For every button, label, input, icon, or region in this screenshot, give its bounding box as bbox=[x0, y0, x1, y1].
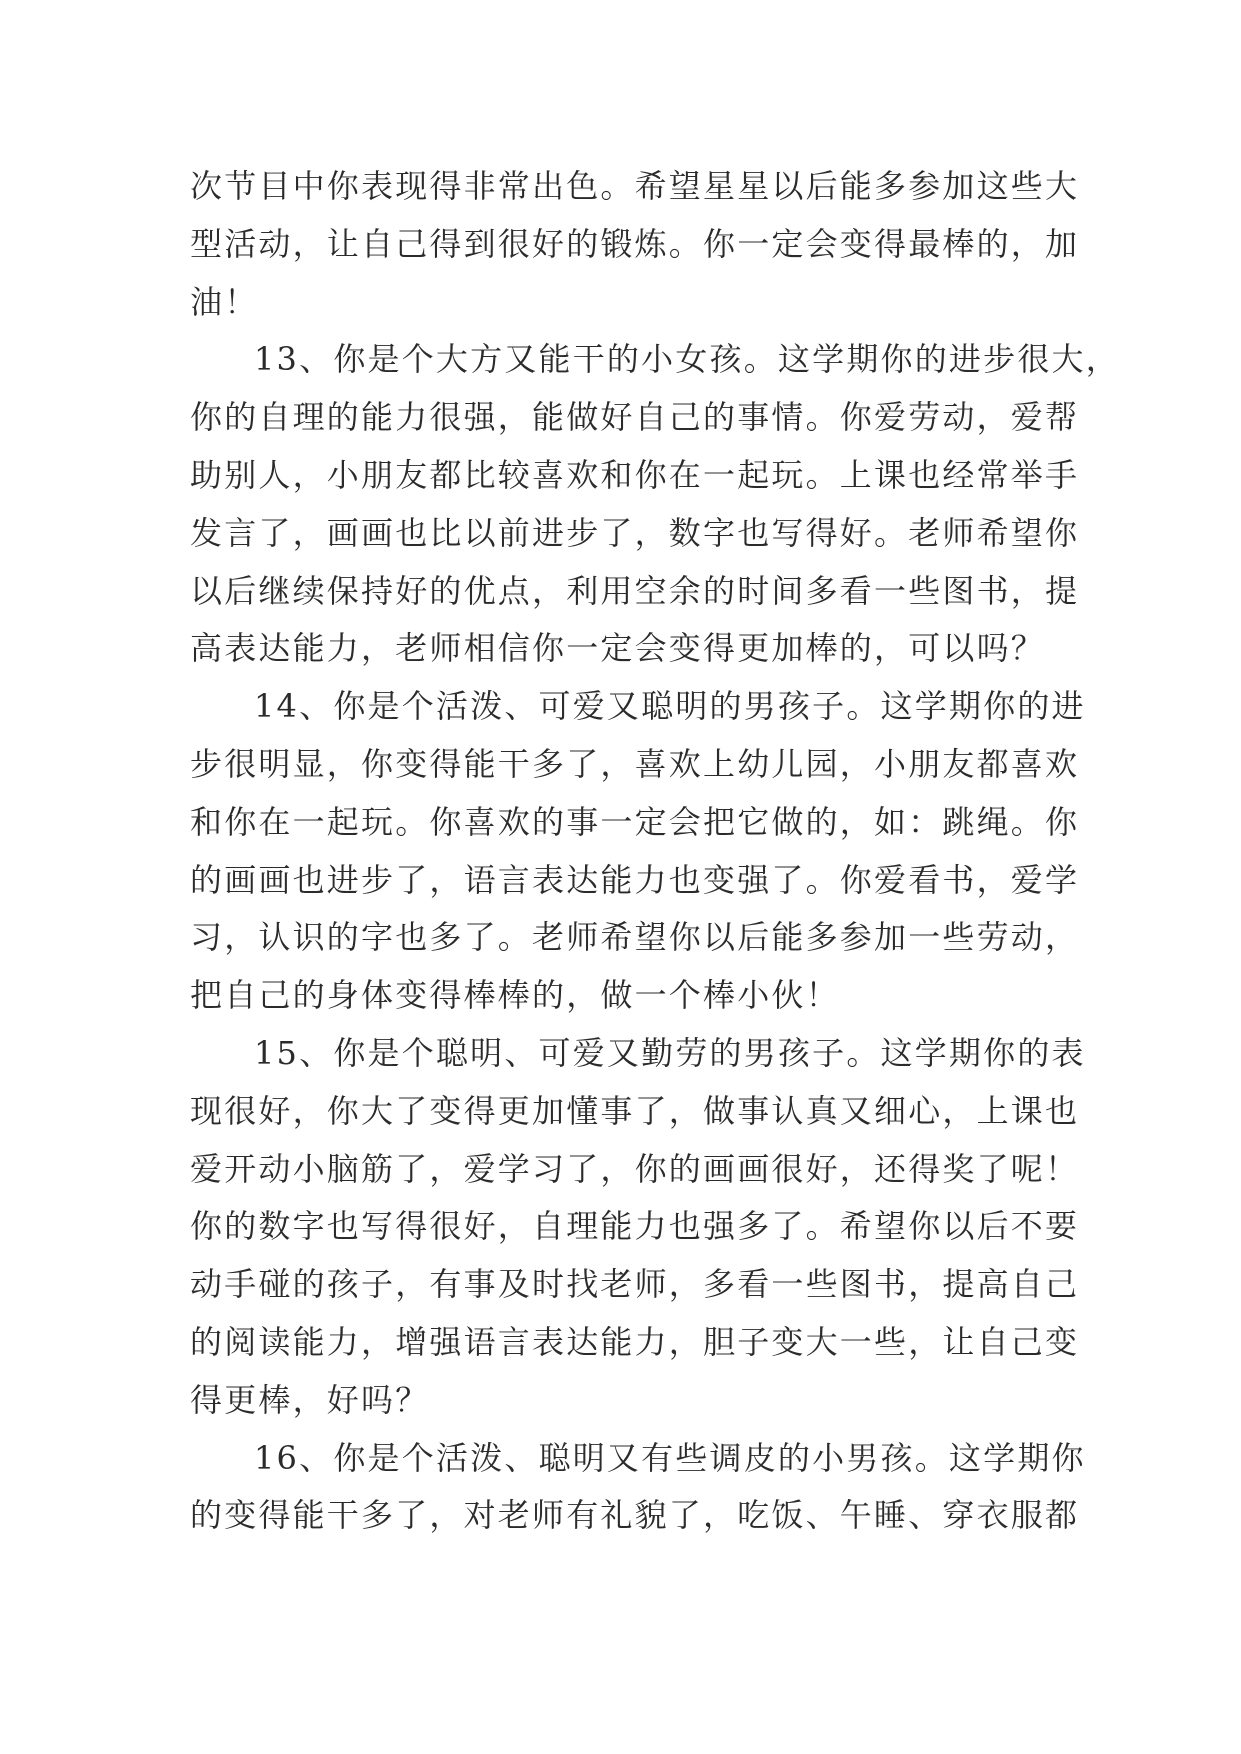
paragraph-14-start: 14、你是个活泼、可爱又聪明的男孩子。这学期你的进 bbox=[254, 687, 1086, 726]
text-line: 现很好，你大了变得更加懂事了，做事认真又细心，上课也 bbox=[190, 1091, 1080, 1130]
text-line: 动手碰的孩子，有事及时找老师，多看一些图书，提高自己 bbox=[190, 1265, 1080, 1304]
text-line: 的画画也进步了，语言表达能力也变强了。你爱看书，爱学 bbox=[190, 860, 1080, 899]
text-line: 的阅读能力，增强语言表达能力，胆子变大一些，让自己变 bbox=[190, 1322, 1080, 1361]
text-line: 习，认识的字也多了。老师希望你以后能多参加一些劳动， bbox=[190, 918, 1080, 957]
paragraph-13-start: 13、你是个大方又能干的小女孩。这学期你的进步很大， bbox=[254, 340, 1120, 379]
text-line: 和你在一起玩。你喜欢的事一定会把它做的，如：跳绳。你 bbox=[190, 802, 1080, 841]
text-line: 以后继续保持好的优点，利用空余的时间多看一些图书，提 bbox=[190, 571, 1080, 610]
text-line: 你的自理的能力很强，能做好自己的事情。你爱劳动，爱帮 bbox=[190, 398, 1080, 437]
paragraph-16-start: 16、你是个活泼、聪明又有些调皮的小男孩。这学期你 bbox=[254, 1438, 1086, 1477]
text-line: 你的数字也写得很好，自理能力也强多了。希望你以后不要 bbox=[190, 1207, 1080, 1246]
text-line: 发言了，画画也比以前进步了，数字也写得好。老师希望你 bbox=[190, 513, 1080, 552]
text-line: 油！ bbox=[190, 282, 259, 321]
paragraph-15-start: 15、你是个聪明、可爱又勤劳的男孩子。这学期你的表 bbox=[254, 1033, 1086, 1072]
text-line: 得更棒，好吗？ bbox=[190, 1380, 430, 1419]
text-line: 爱开动小脑筋了，爱学习了，你的画画很好，还得奖了呢！ bbox=[190, 1149, 1080, 1188]
text-line: 把自己的身体变得棒棒的，做一个棒小伙！ bbox=[190, 976, 840, 1015]
text-line: 型活动，让自己得到很好的锻炼。你一定会变得最棒的，加 bbox=[190, 224, 1080, 263]
text-line: 高表达能力，老师相信你一定会变得更加棒的，可以吗？ bbox=[190, 629, 1046, 668]
text-line: 次节目中你表现得非常出色。希望星星以后能多参加这些大 bbox=[190, 167, 1080, 205]
text-line: 步很明显，你变得能干多了，喜欢上幼儿园，小朋友都喜欢 bbox=[190, 744, 1080, 783]
text-line: 助别人，小朋友都比较喜欢和你在一起玩。上课也经常举手 bbox=[190, 455, 1080, 494]
text-line: 的变得能干多了，对老师有礼貌了，吃饭、午睡、穿衣服都 bbox=[190, 1496, 1080, 1535]
document-body bbox=[190, 158, 1120, 1545]
